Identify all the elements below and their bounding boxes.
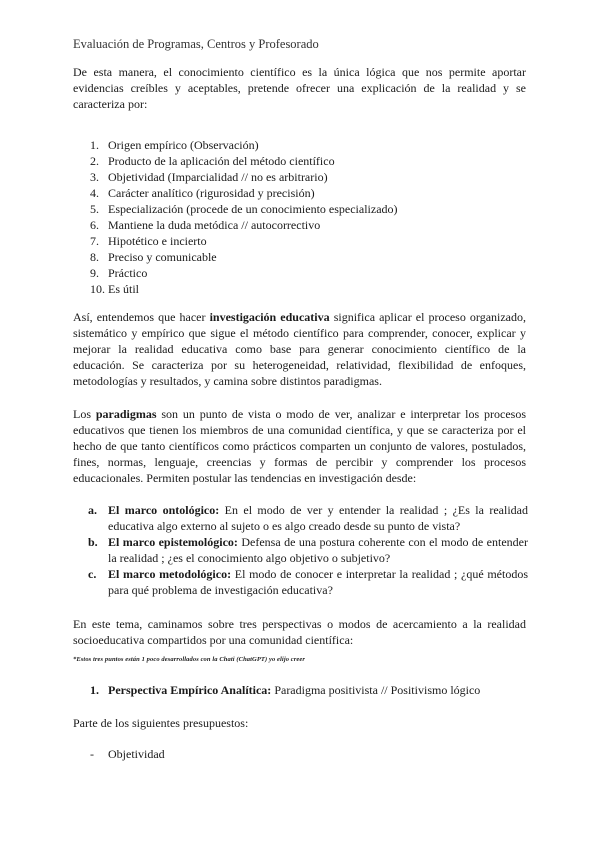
paradigmas-paragraph: Los paradigmas son un punto de vista o modo de ver, analizar e interpretar los procesos educativos que tienen los miembros de una comunidad científica, y que se caracteriza por el hecho de que tanto científicos como prácticos comparten un conjunto de valores, postulados, fines, normas, lenguaje, creencias y formas de percibir y comprender los procesos educacionales. Permiten postular las tendencias en investigación desde: — [73, 407, 526, 485]
list-item: 3. Objetividad (Imparcialidad // no es arbitrario) — [90, 170, 328, 184]
list-item: 4. Carácter analítico (rigurosidad y precisión) — [90, 186, 315, 200]
investigacion-paragraph: Así, entendemos que hacer investigación educativa significa aplicar el proceso organizado, sistemático y empírico que sigue el método científico para comprender, conocer, explicar y mejorar la realidad educativa como base para generar conocimiento científico de la educación. Se caracteriza por su heterogeneidad, relatividad, flexibilidad de enfoques, metodologías y resultados, y camina sobre distintos paradigmas. — [73, 310, 527, 388]
section-heading: 1. Perspectiva Empírico Analítica: Paradigma positivista // Positivismo lógico — [90, 683, 481, 697]
list-item: 6. Mantiene la duda metódica // autocorrectivo — [90, 218, 321, 232]
intro-paragraph: De esta manera, el conocimiento científico es la única lógica que nos permite aportar evidencias creíbles y aceptables, pretende ofrecer una explicación de la realidad y se caracteriza por: — [73, 65, 526, 111]
list-item: 1. Origen empírico (Observación) — [90, 138, 259, 152]
marcos-list — [88, 502, 528, 598]
list-item: b. El marco epistemológico: Defensa de una postura coherente con el modo de entender la realidad ; ¿es el conocimiento algo objetivo o subjetivo? — [88, 535, 528, 565]
list-item: 2. Producto de la aplicación del método científico — [90, 154, 335, 168]
list-item: 8. Preciso y comunicable — [90, 250, 217, 264]
list-item: 5. Especialización (procede de un conocimiento especializado) — [90, 202, 398, 216]
list-item: 7. Hipotético e incierto — [90, 234, 207, 248]
list-item: 9. Práctico — [90, 266, 148, 280]
characteristics-list — [90, 137, 510, 297]
list-item: c. El marco metodológico: El modo de conocer e interpretar la realidad ; ¿qué métodos para qué problema de investigación educativa? — [88, 567, 528, 597]
tema-paragraph: En este tema, caminamos sobre tres perspectivas o modos de acercamiento a la realidad socioeducativa compartidos por una comunidad científica: — [73, 617, 526, 647]
list-item: a. El marco ontológico: En el modo de ver y entender la realidad ; ¿Es la realidad educativa algo externo al sujeto o es algo creado desde su punto de vista? — [88, 503, 528, 533]
footnote: *Estos tres puntos están 1 poco desarrollados con la Chati (ChatGPT) yo elijo creer — [73, 656, 306, 663]
bullet-item: - Objetividad — [90, 747, 165, 761]
list-item: 10. Es útil — [90, 282, 140, 296]
page-header: Evaluación de Programas, Centros y Profesorado — [73, 37, 319, 51]
presupuestos-paragraph: Parte de los siguientes presupuestos: — [73, 716, 249, 730]
